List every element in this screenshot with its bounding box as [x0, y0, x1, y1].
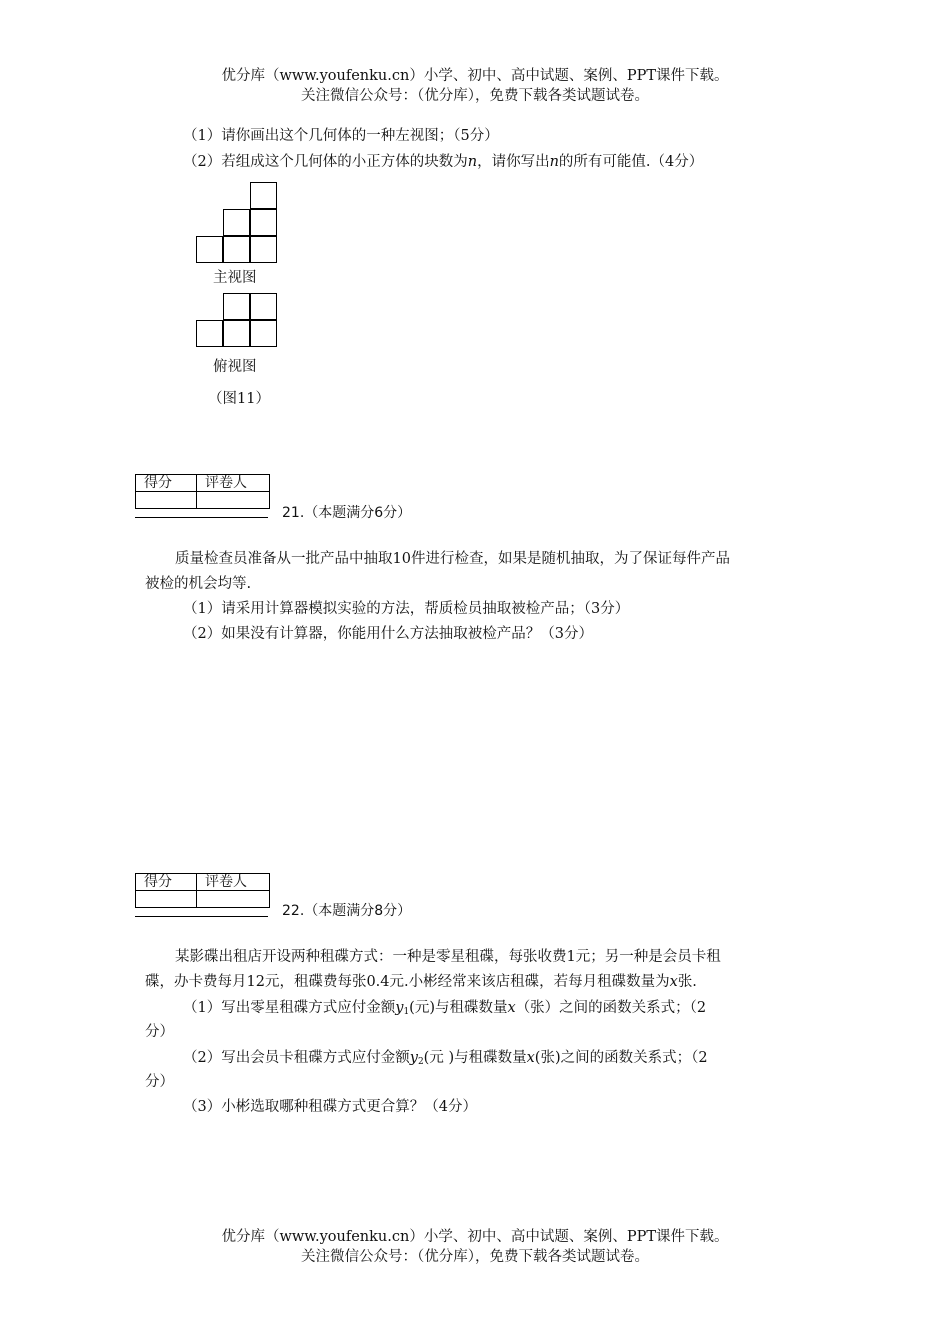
q22-intro-line-1: 某影碟出租店开设两种租碟方式：一种是零星租碟，每张收费1元；另一种是会员卡租	[175, 949, 721, 965]
score-cell	[136, 492, 197, 509]
score-header: 得分	[136, 874, 197, 891]
score-box-underline	[135, 517, 268, 518]
q21-intro-line-2: 被检的机会均等.	[145, 576, 252, 592]
front-view-cell	[250, 182, 277, 209]
front-view-cell	[250, 236, 277, 263]
front-view-cell	[196, 236, 223, 263]
q20-part-2: （2）若组成这个几何体的小正方体的块数为n，请你写出n的所有可能值.（4分）	[183, 154, 704, 170]
top-view-label: 俯视图	[213, 359, 257, 375]
score-box-underline	[135, 916, 268, 917]
grader-cell	[197, 891, 270, 908]
footer-line-2: 关注微信公众号：（优分库），免费下载各类试题试卷。	[301, 1249, 649, 1265]
header-line-2: 关注微信公众号：（优分库），免费下载各类试题试卷。	[301, 88, 649, 104]
q21-intro-line-1: 质量检查员准备从一批产品中抽取10件进行检查，如果是随机抽取，为了保证每件产品	[175, 551, 730, 567]
figure-caption: （图11）	[208, 391, 270, 407]
q22-part-2-continuation: 分）	[145, 1074, 174, 1090]
top-view-cell	[223, 293, 250, 320]
q22-title: 22.（本题满分8分）	[282, 903, 412, 919]
top-view-cell	[196, 320, 223, 347]
grader-header: 评卷人	[197, 874, 270, 891]
front-view-figure	[196, 182, 278, 264]
top-view-cell	[250, 293, 277, 320]
q22-intro-line-2: 碟，办卡费每月12元，租碟费每张0.4元.小彬经常来该店租碟，若每月租碟数量为x张.	[145, 974, 697, 990]
score-cell	[136, 891, 197, 908]
score-header: 得分	[136, 475, 197, 492]
grader-cell	[197, 492, 270, 509]
front-view-cell	[250, 209, 277, 236]
top-view-figure	[196, 293, 278, 348]
q21-title: 21.（本题满分6分）	[282, 505, 412, 521]
footer-line-1: 优分库（www.youfenku.cn）小学、初中、高中试题、案例、PPT课件下载。	[221, 1229, 729, 1245]
front-view-cell	[223, 236, 250, 263]
score-box-q22	[135, 873, 270, 908]
top-view-cell	[223, 320, 250, 347]
header-line-1: 优分库（www.youfenku.cn）小学、初中、高中试题、案例、PPT课件下载。	[221, 68, 729, 84]
grader-header: 评卷人	[197, 475, 270, 492]
q22-part-3: （3）小彬选取哪种租碟方式更合算？（4分）	[183, 1099, 477, 1115]
front-view-label: 主视图	[213, 270, 257, 286]
q21-part-1: （1）请采用计算器模拟实验的方法，帮质检员抽取被检产品；（3分）	[183, 601, 630, 617]
q21-part-2: （2）如果没有计算器，你能用什么方法抽取被检产品？（3分）	[183, 626, 593, 642]
q20-part-1: （1）请你画出这个几何体的一种左视图；（5分）	[183, 128, 499, 144]
q22-part-1-continuation: 分）	[145, 1024, 174, 1040]
q22-part-2: （2）写出会员卡租碟方式应付金额$y_2$(元 )与租碟数量x(张)之间的函数关系式；（2	[183, 1050, 708, 1067]
top-view-cell	[250, 320, 277, 347]
q22-part-1: （1）写出零星租碟方式应付金额$y_1$(元)与租碟数量x（张）之间的函数关系式；（2	[183, 1000, 707, 1017]
front-view-cell	[223, 209, 250, 236]
score-box-q21	[135, 474, 270, 509]
